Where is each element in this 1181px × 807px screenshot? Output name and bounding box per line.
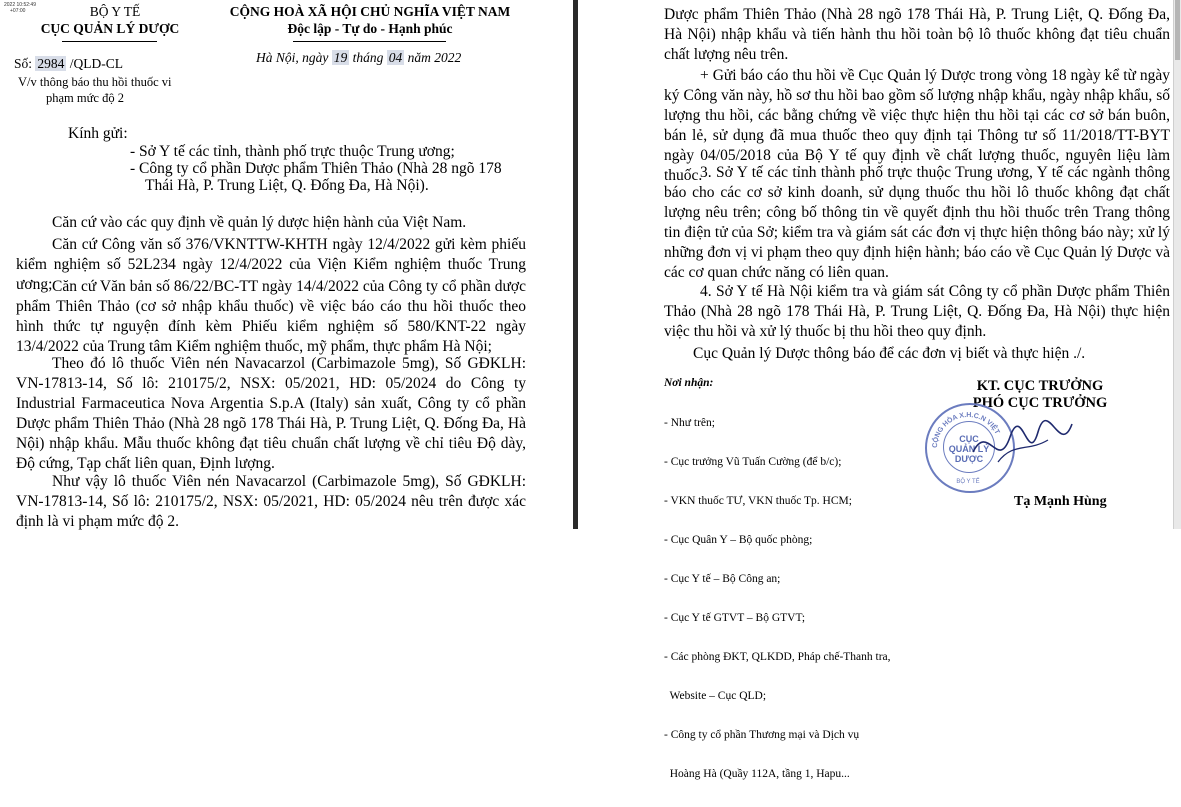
issue-date: [256, 50, 461, 66]
recipient-1: - Sở Y tế các tỉnh, thành phố trực thuộc Trung ương;: [130, 143, 455, 160]
document-page-1: [0, 0, 571, 529]
noi-nhan-item: - Cục Y tế GTVT – Bộ GTVT;: [664, 612, 806, 624]
seal-text-line: QUẢN LÝ: [948, 444, 990, 454]
subject-block: [18, 74, 171, 106]
digital-stamp-line-1: 2022 10:52:49: [4, 2, 36, 8]
sign-title-2: PHÓ CỤC TRƯỞNG: [972, 395, 1108, 411]
paragraph-continued-recall: Dược phẩm Thiên Thảo (Nhà 28 ngõ 178 Thái Hà, P. Trung Liệt, Q. Đống Đa, Hà Nội) nhập khẩu và tiến hành thu hồi toàn bộ lô thuốc không đạt tiêu chuẩn chất lượng nêu trên.: [664, 6, 1170, 63]
motto: Độc lập - Tự do - Hạnh phúc: [287, 21, 453, 36]
date-month: 04: [388, 50, 403, 65]
paragraph-report-deadline: + Gửi báo cáo thu hồi về Cục Quản lý Dược trong vòng 18 ngày kể từ ngày ký Công văn này, hồ sơ thu hồi bao gồm số lượng nhập khẩu, ngày nhập khẩu, số lượng thu hồi, các bằng chứng về việc thực hiện thu hồi tại các cơ sở bán buôn, bán lẻ, sử dụng đã mua thuốc theo quy định tại Thông tư số 11/2018/TT-BYT ngày 04/05/2018 của Bộ Y tế quy định về chất lượng thuốc, nguyên liệu làm thuốc.: [664, 67, 1170, 184]
agency-name: CỤC QUẢN LÝ DƯỢC: [40, 21, 180, 36]
sign-title-1: KT. CỤC TRƯỞNG: [976, 378, 1104, 394]
noi-nhan-item: - Cục trưởng Vũ Tuấn Cường (để b/c);: [664, 456, 842, 468]
vertical-scrollbar[interactable]: [1173, 0, 1181, 529]
paragraph-violation: Như vậy lô thuốc Viên nén Navacarzol (Carbimazole 5mg), Số GĐKLH: VN-17813-14, Số lô: 210175/2, NSX: 05/2021, HD: 05/2024 nêu trên được xác định là vi phạm mức độ 2.: [16, 473, 526, 530]
noi-nhan-item: - VKN thuốc TƯ, VKN thuốc Tp. HCM;: [664, 495, 852, 507]
number-label: Số:: [14, 56, 33, 71]
number-value: 2984: [37, 56, 65, 71]
subject-line-2: phạm mức độ 2: [46, 91, 124, 105]
page-divider: [573, 0, 578, 529]
document-page-2: [580, 0, 1174, 780]
motto-underline: [293, 41, 446, 42]
date-year: năm 2022: [407, 50, 462, 65]
seal-ring-text: CỘNG HÒA X.H.C.N VIỆT: [931, 411, 1001, 449]
scrollbar-thumb[interactable]: [1175, 0, 1180, 60]
nation-title: CỘNG HOÀ XÃ HỘI CHỦ NGHĨA VIỆT NAM: [229, 4, 511, 19]
paragraph-provincial-dept: 3. Sở Y tế các tỉnh thành phố trực thuộc Trung ương, Y tế các ngành thông báo cho các cơ sở kinh doanh, sử dụng thuốc thu hồi lô thuốc không đạt chất lượng nêu trên; công bố thông tin về quyết định thu hồi thuốc trên Trang thông tin điện tử của Sở; kiểm tra và giám sát các đơn vị thực hiện thông báo này; xử lý những đơn vị vi phạm theo quy định hiện hành; báo cáo về Cục Quản lý Dược và các cơ quan chức năng có liên quan.: [664, 164, 1170, 281]
noi-nhan-list: [664, 391, 891, 807]
date-mid: tháng: [352, 50, 384, 65]
paragraph-official-letter: Căn cứ Công văn số 376/VKNTTW-KHTH ngày 12/4/2022 gửi kèm phiếu kiểm nghiệm số 52L234 ngày 12/4/2022 của Viện Kiểm nghiệm thuốc Trung ương;: [16, 236, 526, 293]
date-prefix: Hà Nội, ngày: [256, 50, 329, 65]
ministry-name: BỘ Y TẾ: [89, 4, 141, 19]
digital-stamp-line-2: +07:00: [10, 8, 26, 14]
agency-underline: [62, 41, 157, 42]
document-number: [14, 56, 123, 72]
paragraph-company-report: Căn cứ Văn bản số 86/22/BC-TT ngày 14/4/2022 của Công ty cổ phần dược phẩm Thiên Thảo (cơ sở nhập khẩu thuốc) về việc báo cáo thu hồi thuốc theo hình thức tự nguyện đính kèm Phiếu kiểm nghiệm số 580/KNT-22 ngày 13/4/2022 của Trung tâm Kiểm nghiệm thuốc, mỹ phẩm, thực phẩm Hà Nội;: [16, 278, 526, 355]
seal-bottom-text: BỘ Y TẾ: [956, 479, 980, 485]
noi-nhan-item: Website – Cục QLD;: [664, 690, 767, 702]
handwritten-signature: [968, 412, 1078, 482]
noi-nhan-item: - Như trên;: [664, 417, 715, 429]
signer-name: Tạ Mạnh Hùng: [1014, 494, 1107, 509]
kinh-gui-label: Kính gửi:: [68, 125, 128, 142]
seal-text-line: DƯỢC: [954, 454, 984, 464]
paragraph-legal-basis: Căn cứ vào các quy định về quản lý dược hiện hành của Việt Nam.: [52, 214, 467, 231]
number-code: /QLD-CL: [69, 56, 124, 71]
closing-line: Cục Quản lý Dược thông báo để các đơn vị biết và thực hiện ./.: [693, 345, 1086, 362]
noi-nhan-item: Hoàng Hà (Quầy 112A, tầng 1, Hapu...: [664, 768, 850, 780]
noi-nhan-item: - Các phòng ĐKT, QLKDD, Pháp chế-Thanh tra,: [664, 651, 891, 663]
recipient-2-cont: Thái Hà, P. Trung Liệt, Q. Đống Đa, Hà Nội).: [145, 177, 429, 194]
paragraph-drug-batch: Theo đó lô thuốc Viên nén Navacarzol (Carbimazole 5mg), Số GĐKLH: VN-17813-14, Số lô: 210175/2, NSX: 05/2021, HD: 05/2024 do Công ty Industrial Farmaceutica Nova Argentia S.p.A (Italy) sản xuất, Công ty cổ phần Dược phẩm Thiên Thảo (Nhà 28 ngõ 178 Thái Hà, P. Trung Liệt, Q. Đống Đa, Hà Nội) nhập khẩu. Mẫu thuốc không đạt tiêu chuẩn chất lượng về chỉ tiêu Độ dày, Độ cứng, Tạp chất liên quan, Định lượng.: [16, 355, 526, 472]
subject-line-1: V/v thông báo thu hồi thuốc vi: [18, 75, 172, 89]
noi-nhan-title: Nơi nhận:: [664, 377, 714, 389]
recipient-2: - Công ty cổ phần Dược phẩm Thiên Thảo (Nhà 28 ngõ 178: [130, 160, 502, 177]
noi-nhan-item: - Công ty cổ phần Thương mại và Dịch vụ: [664, 729, 860, 741]
noi-nhan-item: - Cục Y tế – Bộ Công an;: [664, 573, 781, 585]
seal-text-line: CỤC: [959, 434, 979, 444]
paragraph-hanoi-dept: 4. Sở Y tế Hà Nội kiểm tra và giám sát Công ty cổ phần Dược phẩm Thiên Thảo (Nhà 28 ngõ 178 Thái Hà, P. Trung Liệt, Q. Đống Đa, Hà Nội) thực hiện việc thu hồi và xử lý thuốc bị thu hồi theo quy định.: [664, 283, 1170, 340]
noi-nhan-item: - Cục Quân Y – Bộ quốc phòng;: [664, 534, 813, 546]
date-day: 19: [333, 50, 348, 65]
